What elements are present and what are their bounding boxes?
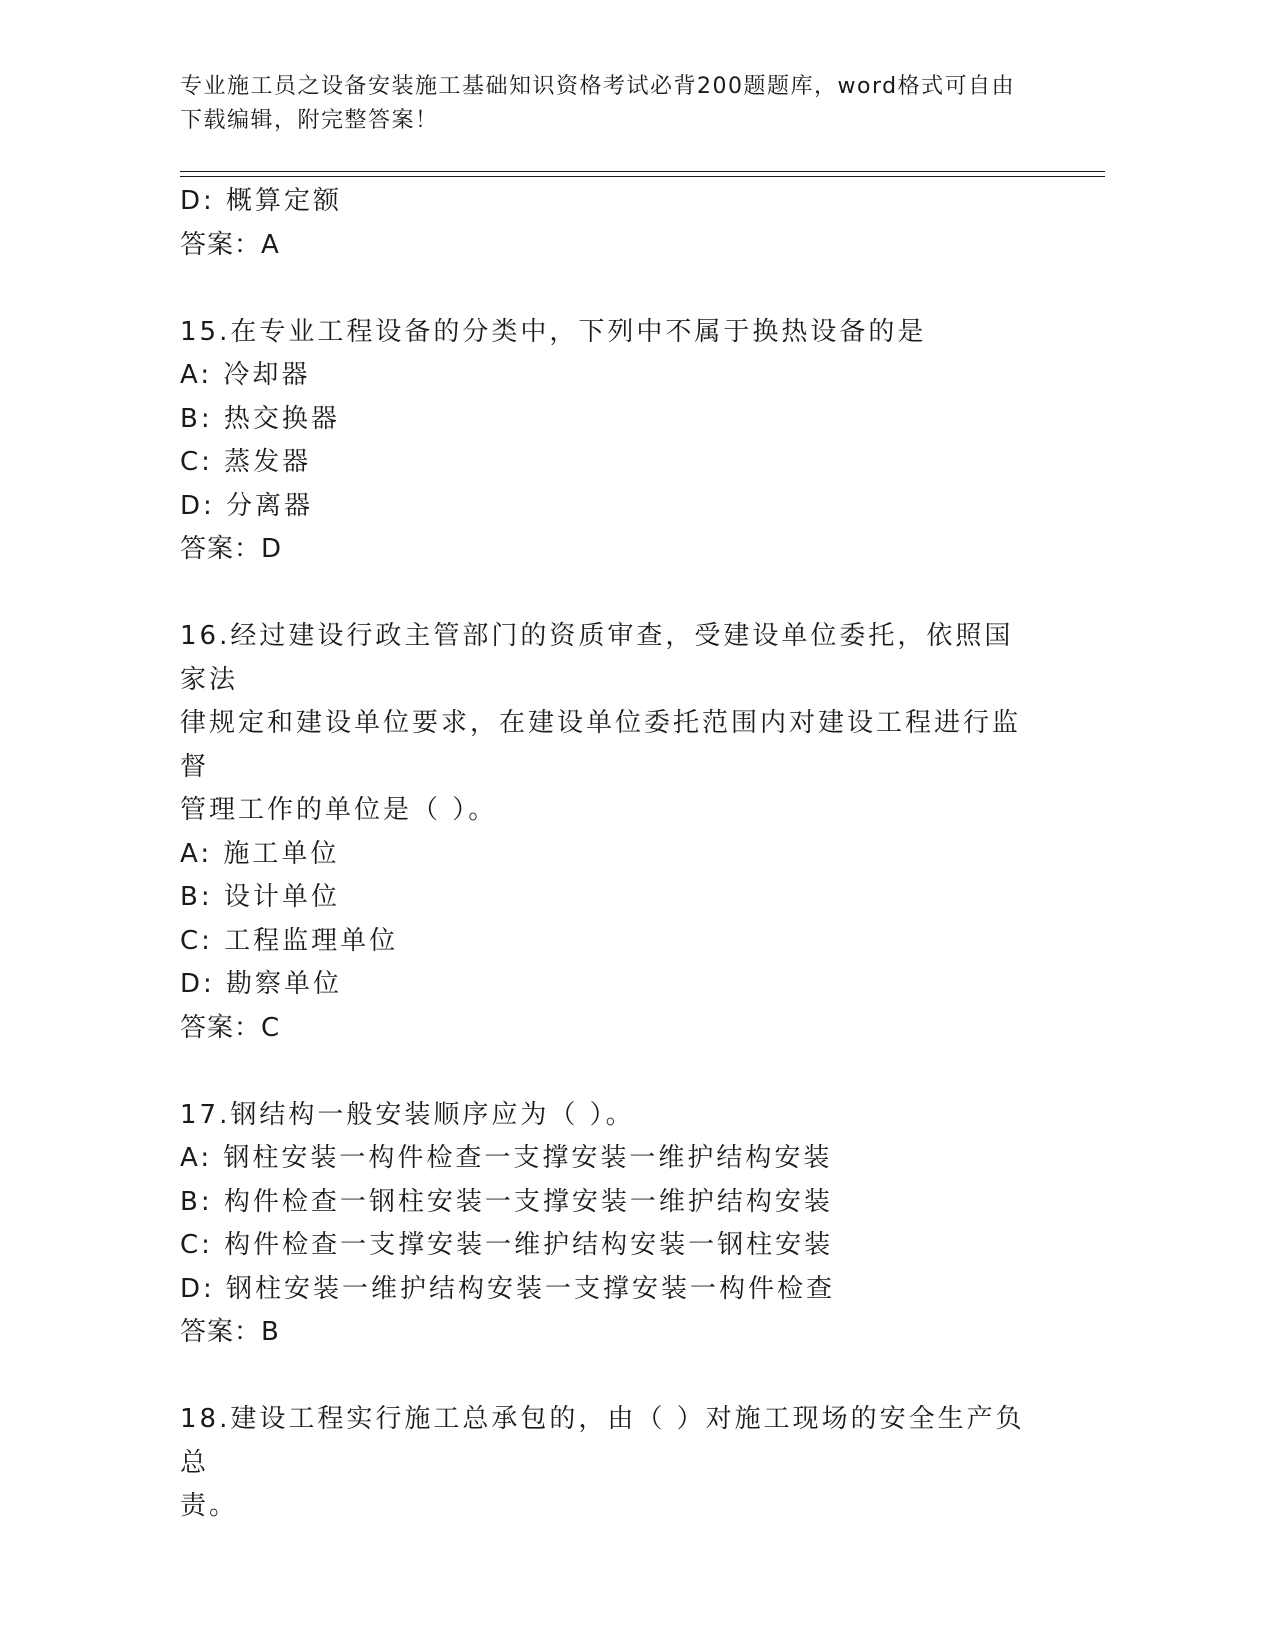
option-d: D: 钢柱安装一维护结构安装一支撑安装一构件检查 [180, 1273, 836, 1304]
question-text: 17.钢结构一般安装顺序应为（ ）。 [180, 1099, 635, 1130]
question-16 [180, 615, 1060, 1050]
option-c: C: 蒸发器 [180, 447, 312, 477]
question-text-line-3: 管理工作的单位是（ ）。 [180, 795, 498, 825]
question-text-line-1: 18.建设工程实行施工总承包的，由（ ）对施工现场的安全生产负总 [180, 1404, 1025, 1478]
option-b: B: 热交换器 [180, 403, 340, 434]
option-d: D: 概算定额 [180, 186, 343, 216]
header-divider-top [180, 171, 1105, 172]
question-text-line-1: 16.经过建设行政主管部门的资质审查，受建设单位委托，依照国家法 [180, 621, 1014, 695]
option-c: C: 构件检查一支撑安装一维护结构安装一钢柱安装 [180, 1230, 834, 1260]
question-15 [180, 311, 1060, 572]
question-18 [180, 1398, 1060, 1529]
question-text-line-2: 责。 [180, 1491, 239, 1521]
question-text-line-2: 律规定和建设单位要求，在建设单位委托范围内对建设工程进行监督 [180, 708, 1022, 782]
option-a: A: 冷却器 [180, 360, 311, 390]
header-line-1: 专业施工员之设备安装施工基础知识资格考试必背200题题库，word格式可自由 [180, 74, 1016, 99]
question-text: 15.在专业工程设备的分类中，下列中不属于换热设备的是 [180, 316, 927, 347]
answer: 答案：A [180, 229, 280, 260]
question-17 [180, 1094, 1060, 1355]
header-divider-bottom [180, 176, 1105, 177]
option-a: A: 施工单位 [180, 838, 340, 869]
option-b: B: 设计单位 [180, 882, 340, 912]
option-d: D: 分离器 [180, 490, 314, 521]
option-c: C: 工程监理单位 [180, 925, 399, 956]
answer: 答案：B [180, 1317, 280, 1347]
option-b: B: 构件检查一钢柱安装一支撑安装一维护结构安装 [180, 1186, 833, 1217]
question-content [180, 180, 1060, 1529]
option-a: A: 钢柱安装一构件检查一支撑安装一维护结构安装 [180, 1143, 833, 1173]
header-line-2: 下载编辑，附完整答案！ [180, 108, 439, 133]
option-d: D: 勘察单位 [180, 969, 343, 999]
answer: 答案：D [180, 534, 283, 564]
answer: 答案：C [180, 1012, 281, 1043]
document-header [180, 70, 1060, 138]
